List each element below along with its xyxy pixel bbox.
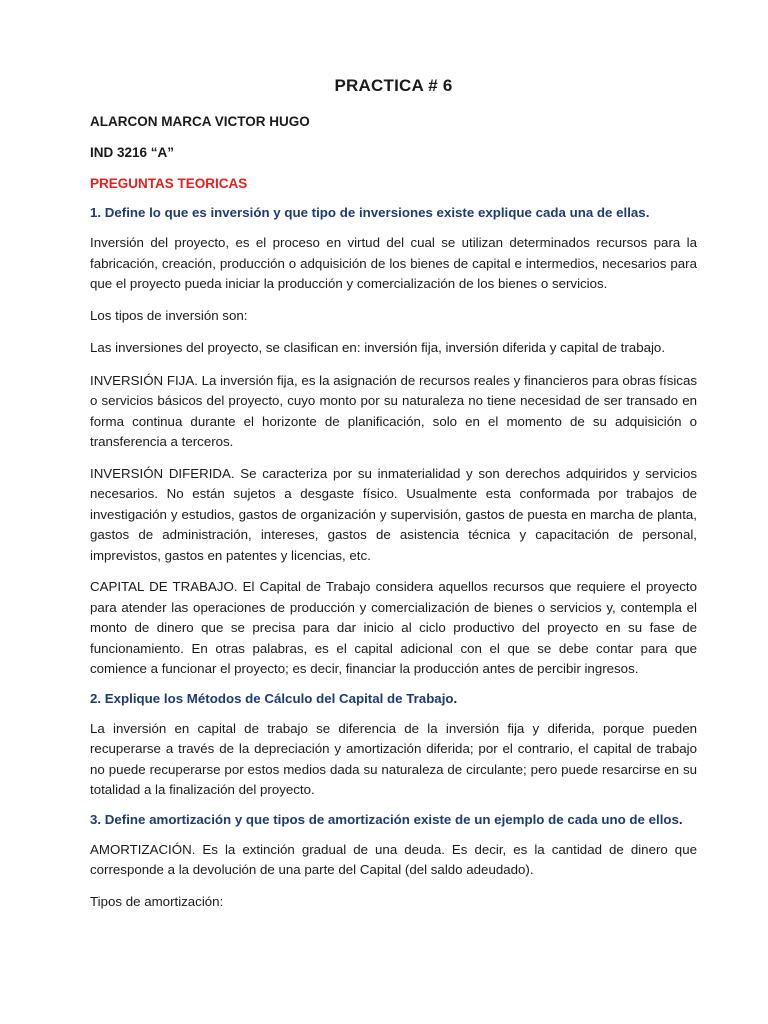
q2-paragraph-1: La inversión en capital de trabajo se diferencia de la inversión fija y diferida, porque pueden recuperarse a través de la depreciación y amortización diferida; por el contrario, el capital de trabajo no puede recuperarse por estos medios dada su naturaleza de circulante; pero puede resarcirse en su totalidad a la finalización del proyecto. <box>90 720 697 797</box>
q1-paragraph-deferred-investment: INVERSIÓN DIFERIDA. Se caracteriza por su inmaterialidad y son derechos adquiridos y servicios necesarios. No están sujetos a desgaste físico. Usualmente esta conformada por trabajos de investigación y estudios, gastos de organización y supervisión, gastos de puesta en marcha de planta, gastos de administración, intereses, gastos de asistencia técnica y capacitación de personal, imprevistos, gastos en patentes y licencias, etc. <box>90 465 697 563</box>
q3-paragraph-2: Tipos de amortización: <box>90 893 224 909</box>
q1-paragraph-3: Las inversiones del proyecto, se clasifican en: inversión fija, inversión diferida y capital de trabajo. <box>90 340 666 355</box>
section-heading: PREGUNTAS TEORICAS <box>90 176 248 191</box>
author-name: ALARCON MARCA VICTOR HUGO <box>90 114 310 129</box>
q1-paragraph-2: Los tipos de inversión son: <box>90 307 248 323</box>
q1-paragraph-working-capital: CAPITAL DE TRABAJO. El Capital de Trabajo considera aquellos recursos que requiere el proyecto para atender las operaciones de producción y comercialización de bienes o servicios y, contempla el monto de dinero que se precisa para dar inicio al ciclo productivo del proyecto en su fase de funcionamiento. En otras palabras, es el capital adicional con el que se debe contar para que comience a funcionar el proyecto; es decir, financiar la producción antes de percibir ingresos. <box>90 579 697 676</box>
q1-paragraph-fixed-investment: INVERSIÓN FIJA. La inversión fija, es la asignación de recursos reales y financieros para obras físicas o servicios básicos del proyecto, cuyo monto por su naturaleza no tiene necesidad de ser transado en forma continua durante el horizonte de planificación, solo en el momento de su adquisición o transferencia a terceros. <box>90 372 697 449</box>
question-3-text: 3. Define amortización y que tipos de amortización existe de un ejemplo de cada uno de ellos <box>90 811 679 827</box>
question-2-text: 2. Explique los Métodos de Cálculo del Capital de Trabajo <box>90 690 454 706</box>
question-2-dot: . <box>453 690 458 706</box>
question-2 <box>90 691 697 706</box>
course-group: IND 3216 “A” <box>90 145 175 160</box>
question-3-dot: . <box>678 811 683 827</box>
document-title: PRACTICA # 6 <box>334 76 453 95</box>
q3-paragraph-1: AMORTIZACIÓN. Es la extinción gradual de una deuda. Es decir, es la cantidad de dinero que corresponde a la devolución de una parte del Capital (del saldo adeudado). <box>90 841 697 877</box>
question-1: 1. Define lo que es inversión y que tipo de inversiones existe explique cada una de ellas. <box>90 205 650 220</box>
question-3 <box>90 812 697 827</box>
q1-paragraph-1: Inversión del proyecto, es el proceso en virtud del cual se utilizan determinados recursos para la fabricación, creación, producción o adquisición de los bienes de capital e intermedios, necesarios para que el proyecto pueda iniciar la producción y comercialización de los bienes o servicios. <box>90 235 697 291</box>
